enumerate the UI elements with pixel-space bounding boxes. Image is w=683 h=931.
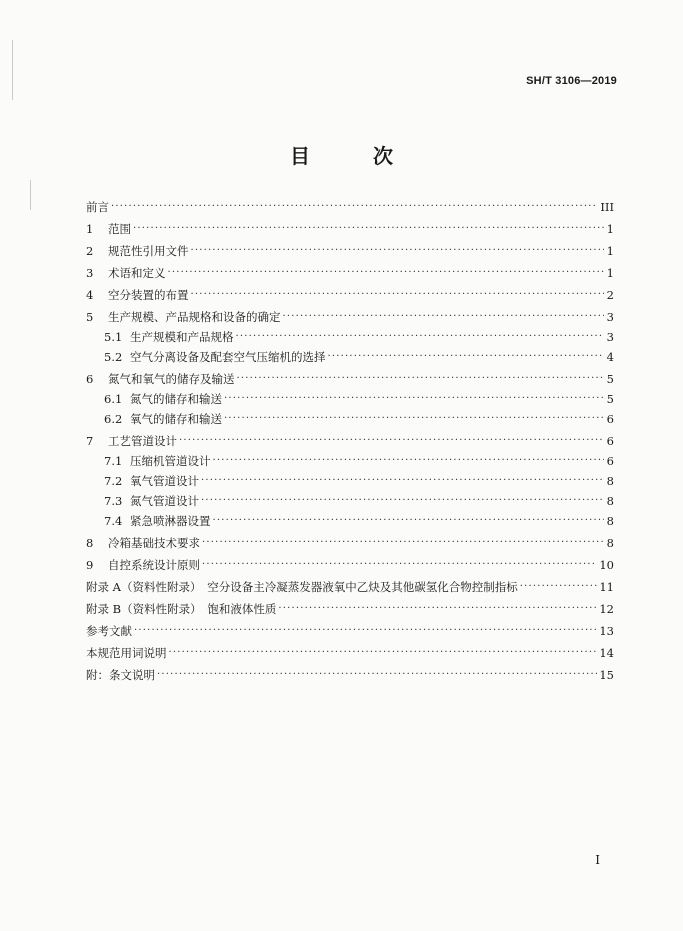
toc-entry[interactable]: [86, 646, 614, 660]
scan-mark: [12, 40, 13, 100]
toc-entry-label: 范围: [108, 222, 131, 236]
toc-entry-label: 附录 A（资料性附录） 空分设备主冷凝蒸发器液氧中乙炔及其他碳氢化合物控制指标: [86, 580, 518, 594]
toc-entry-page: 5: [606, 392, 614, 406]
scan-mark: [30, 180, 31, 210]
page-number: I: [595, 853, 600, 867]
toc-leader-dots: [169, 646, 598, 660]
toc-entry-label: 术语和定义: [108, 266, 166, 280]
toc-entry-label: 规范性引用文件: [108, 244, 189, 258]
toc-entry-number: 7.3: [104, 494, 123, 508]
toc-entry-page: 8: [606, 494, 614, 508]
toc-entry-number: 6: [86, 372, 94, 386]
toc-entry-number: 7.1: [104, 454, 123, 468]
toc-entry-label: 氧气管道设计: [130, 474, 199, 488]
toc-entry-number: 7.4: [104, 514, 123, 528]
toc-entry-number: 6.2: [104, 412, 123, 426]
toc-entry-number: 8: [86, 536, 94, 550]
toc-entry[interactable]: [86, 434, 614, 448]
toc-entry-number: 3: [86, 266, 94, 280]
toc-leader-dots: [111, 200, 598, 214]
toc-entry-number: 5: [86, 310, 94, 324]
toc-entry[interactable]: [86, 474, 614, 488]
toc-entry-label: 附：条文说明: [86, 668, 155, 682]
toc-entry-page: 8: [606, 474, 614, 488]
toc-leader-dots: [213, 454, 605, 468]
toc-entry-page: III: [600, 200, 614, 214]
toc-entry-number: 5.1: [104, 330, 123, 344]
toc-leader-dots: [201, 474, 604, 488]
toc-entry-number: 9: [86, 558, 94, 572]
toc-entry-page: 6: [606, 434, 614, 448]
toc-entry-number: 5.2: [104, 350, 123, 364]
toc-entry-label: 附录 B（资料性附录） 饱和液体性质: [86, 602, 277, 616]
toc-entry[interactable]: [86, 392, 614, 406]
toc-entry-label: 冷箱基础技术要求: [108, 536, 200, 550]
toc-entry[interactable]: [86, 454, 614, 468]
toc-entry-page: 4: [606, 350, 614, 364]
toc-leader-dots: [328, 350, 605, 364]
toc-entry-page: 6: [606, 454, 614, 468]
toc-leader-dots: [237, 372, 605, 386]
toc-entry-page: 15: [599, 668, 614, 682]
toc-leader-dots: [191, 288, 605, 302]
toc-leader-dots: [224, 412, 604, 426]
toc-entry-page: 13: [599, 624, 614, 638]
toc-leader-dots: [202, 536, 604, 550]
toc-entry-label: 氧气的储存和输送: [130, 412, 222, 426]
toc-entry-number: 4: [86, 288, 94, 302]
toc-leader-dots: [520, 580, 598, 594]
toc-entry[interactable]: [86, 668, 614, 682]
toc-entry-page: 14: [599, 646, 614, 660]
toc-entry[interactable]: [86, 244, 614, 258]
toc-entry[interactable]: [86, 222, 614, 236]
toc-entry-number: 6.1: [104, 392, 123, 406]
toc-entry[interactable]: [86, 624, 614, 638]
toc-entry-page: 1: [606, 222, 614, 236]
toc-entry[interactable]: [86, 580, 614, 594]
toc-leader-dots: [133, 222, 604, 236]
toc-entry[interactable]: [86, 514, 614, 528]
toc-entry-label: 空气分离设备及配套空气压缩机的选择: [130, 350, 326, 364]
toc-leader-dots: [202, 558, 597, 572]
toc-entry-label: 自控系统设计原则: [108, 558, 200, 572]
toc-entry-page: 6: [606, 412, 614, 426]
toc-entry-page: 1: [606, 244, 614, 258]
toc-entry-number: 2: [86, 244, 94, 258]
toc-leader-dots: [278, 602, 597, 616]
toc-leader-dots: [168, 266, 605, 280]
toc-entry-label: 工艺管道设计: [108, 434, 177, 448]
toc-entry-number: 7.2: [104, 474, 123, 488]
toc-entry-label: 压缩机管道设计: [130, 454, 211, 468]
toc-entry-page: 3: [606, 310, 614, 324]
toc-leader-dots: [157, 668, 597, 682]
standard-code: SH/T 3106—2019: [526, 75, 617, 87]
toc-entry-page: 12: [599, 602, 614, 616]
toc-entry[interactable]: [86, 200, 614, 214]
toc-entry-page: 1: [606, 266, 614, 280]
table-of-contents: [86, 200, 614, 682]
toc-entry-page: 10: [599, 558, 614, 572]
page-title: 目 次: [290, 144, 421, 168]
toc-entry[interactable]: [86, 602, 614, 616]
toc-entry-number: 1: [86, 222, 94, 236]
toc-entry-label: 生产规模和产品规格: [130, 330, 234, 344]
toc-leader-dots: [283, 310, 605, 324]
toc-entry[interactable]: [86, 350, 614, 364]
toc-leader-dots: [213, 514, 605, 528]
toc-entry-label: 前言: [86, 200, 109, 214]
toc-leader-dots: [236, 330, 605, 344]
toc-entry-label: 氮气和氧气的储存及输送: [108, 372, 235, 386]
toc-entry-page: 11: [599, 580, 614, 594]
toc-entry-label: 生产规模、产品规格和设备的确定: [108, 310, 281, 324]
toc-leader-dots: [179, 434, 604, 448]
toc-leader-dots: [224, 392, 604, 406]
toc-entry-number: 7: [86, 434, 94, 448]
toc-entry[interactable]: [86, 288, 614, 302]
toc-leader-dots: [134, 624, 597, 638]
toc-entry-page: 3: [606, 330, 614, 344]
toc-entry[interactable]: [86, 494, 614, 508]
toc-entry[interactable]: [86, 536, 614, 550]
toc-entry-page: 5: [606, 372, 614, 386]
toc-entry-label: 氮气管道设计: [130, 494, 199, 508]
toc-leader-dots: [201, 494, 604, 508]
toc-entry[interactable]: [86, 412, 614, 426]
toc-entry-label: 氮气的储存和输送: [130, 392, 222, 406]
toc-entry-label: 空分装置的布置: [108, 288, 189, 302]
toc-entry[interactable]: [86, 310, 614, 324]
toc-entry[interactable]: [86, 372, 614, 386]
toc-entry-page: 8: [606, 536, 614, 550]
toc-entry[interactable]: [86, 330, 614, 344]
toc-entry[interactable]: [86, 266, 614, 280]
toc-entry[interactable]: [86, 558, 614, 572]
toc-entry-label: 本规范用词说明: [86, 646, 167, 660]
toc-entry-page: 2: [606, 288, 614, 302]
toc-entry-label: 紧急喷淋器设置: [130, 514, 211, 528]
toc-entry-label: 参考文献: [86, 624, 132, 638]
toc-entry-page: 8: [606, 514, 614, 528]
toc-leader-dots: [191, 244, 605, 258]
